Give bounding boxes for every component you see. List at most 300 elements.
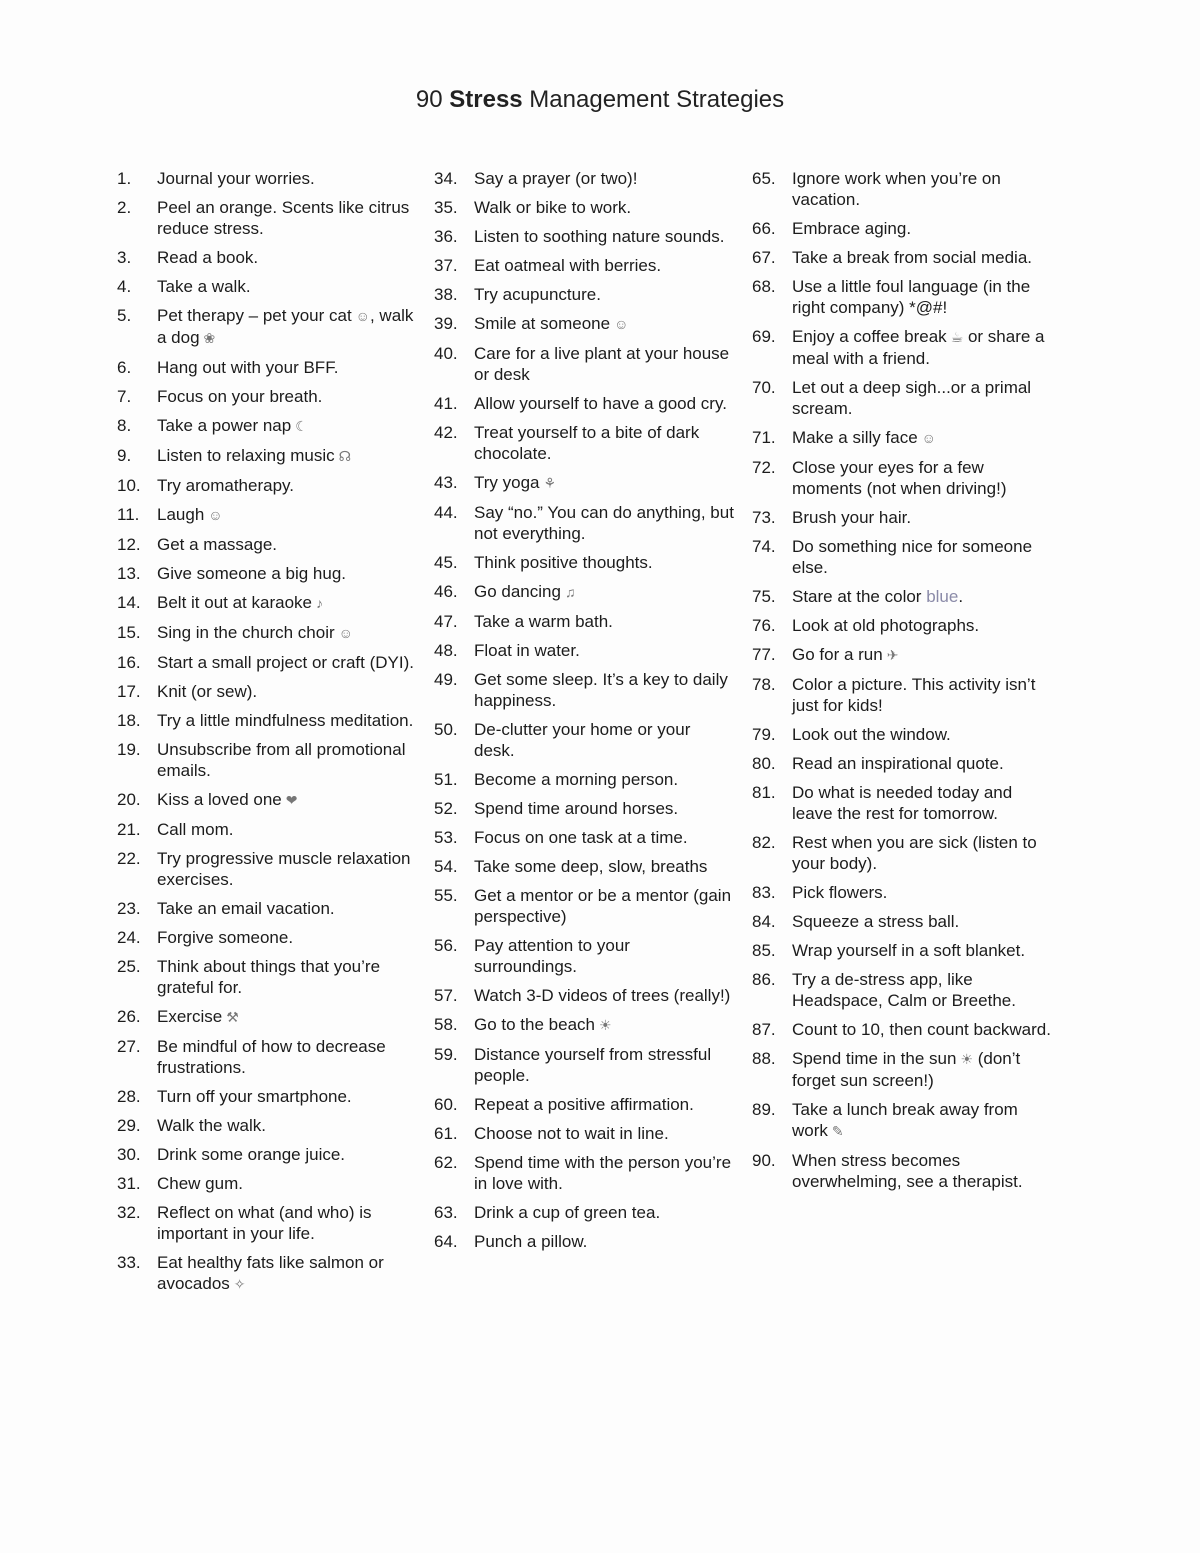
- list-item: [434, 885, 734, 927]
- item-text: Read an inspirational quote.: [792, 754, 1004, 774]
- item-text: Distance yourself from stressful people.: [474, 1045, 712, 1086]
- item-text: Rest when you are sick (listen to your body).: [792, 833, 1037, 874]
- item-text-block: [157, 563, 417, 584]
- item-number: 83.: [752, 883, 776, 903]
- item-number: 61.: [434, 1124, 458, 1144]
- list-item: [117, 247, 417, 268]
- item-text-block: [474, 1152, 734, 1194]
- item-text: Try a de-stress app, like Headspace, Calm or Breethe.: [792, 970, 1016, 1011]
- item-number: 56.: [434, 936, 458, 956]
- item-text: Smile at someone: [474, 314, 611, 333]
- strategy-column-1: [117, 168, 417, 1303]
- strategy-column-3: [752, 168, 1052, 1200]
- list-item: [117, 789, 417, 811]
- item-text: Try a little mindfulness meditation.: [157, 711, 414, 731]
- item-number: 11.: [117, 505, 140, 525]
- item-text: Walk or bike to work.: [474, 198, 632, 217]
- item-text-block: [792, 326, 1052, 369]
- item-text-block: [157, 789, 417, 811]
- item-text-block: [157, 1173, 417, 1194]
- item-number: 77.: [752, 645, 776, 665]
- item-text-block: [474, 1202, 734, 1223]
- list-item: [752, 457, 1052, 499]
- list-item: [434, 935, 734, 977]
- item-number: 42.: [434, 423, 458, 443]
- item-text-block: [157, 247, 417, 268]
- item-text-block: [474, 1044, 734, 1086]
- item-text-block: [792, 536, 1052, 578]
- list-item: [117, 357, 417, 378]
- item-text: Pet therapy – pet your cat: [157, 306, 352, 325]
- item-text-block: [157, 197, 417, 239]
- item-number: 75.: [752, 587, 776, 607]
- item-text: Ignore work when you’re on vacation.: [792, 169, 1001, 209]
- item-number: 24.: [117, 928, 141, 948]
- item-text-block: [792, 1150, 1052, 1192]
- item-text-block: [157, 592, 417, 614]
- item-number: 28.: [117, 1087, 141, 1107]
- item-text-block: [157, 622, 417, 644]
- item-text-continued: (don’t forget sun screen!): [792, 1049, 1021, 1091]
- list-item: [117, 445, 417, 467]
- item-text-block: [474, 1014, 734, 1036]
- item-text: Be mindful of how to decrease frustrations.: [157, 1037, 386, 1078]
- item-number: 27.: [117, 1037, 141, 1057]
- item-number: 64.: [434, 1232, 458, 1252]
- item-text: Take an email vacation.: [157, 899, 335, 919]
- list-item: [117, 1036, 417, 1078]
- item-text: Wrap yourself in a soft blanket.: [792, 941, 1026, 961]
- item-text: Call mom.: [157, 820, 234, 840]
- emoji-icon: ☕: [950, 329, 964, 346]
- item-text: Go for a run: [792, 645, 883, 665]
- item-text: Care for a live plant at your house or desk: [474, 344, 730, 385]
- item-text-block: [157, 504, 417, 526]
- item-text-block: [157, 819, 417, 840]
- item-text: Eat oatmeal with berries.: [474, 256, 662, 275]
- item-number: 60.: [434, 1095, 458, 1115]
- item-text-block: [474, 1094, 734, 1115]
- item-number: 43.: [434, 473, 458, 493]
- item-text-block: [792, 724, 1052, 745]
- item-number: 66.: [752, 219, 776, 238]
- item-text-block: [157, 445, 417, 467]
- item-text-block: [157, 305, 417, 349]
- list-item: [117, 1006, 417, 1028]
- item-text-block: [474, 284, 734, 305]
- item-text-block: [474, 422, 734, 464]
- emoji-icon: ☺: [208, 507, 223, 524]
- item-text: Give someone a big hug.: [157, 564, 347, 584]
- emoji-icon: ⚒: [226, 1009, 239, 1026]
- item-text: Start a small project or craft (DYI).: [157, 653, 414, 673]
- item-number: 62.: [434, 1153, 458, 1173]
- item-text: Try yoga: [474, 473, 540, 493]
- list-item: [434, 1044, 734, 1086]
- list-item: [752, 674, 1052, 716]
- emoji-icon: ☀: [598, 1017, 612, 1034]
- item-text: Peel an orange. Scents like citrus reduce stress.: [157, 198, 410, 238]
- list-item: [117, 1086, 417, 1107]
- emoji-icon: ☺: [355, 308, 370, 325]
- item-number: 38.: [434, 285, 458, 304]
- item-text: Focus on your breath.: [157, 387, 323, 407]
- item-number: 57.: [434, 986, 458, 1006]
- item-text-block: [474, 769, 734, 790]
- item-text-block: [792, 782, 1052, 824]
- emoji-icon: ☀: [960, 1051, 974, 1068]
- item-text-block: [157, 1086, 417, 1107]
- item-text: Pay attention to your surroundings.: [474, 936, 630, 977]
- item-text-block: [157, 1006, 417, 1028]
- list-item: [752, 586, 1052, 607]
- list-item: [434, 640, 734, 661]
- item-text-block: [474, 502, 734, 544]
- item-text: Become a morning person.: [474, 770, 679, 790]
- list-item: [752, 882, 1052, 903]
- list-item: [117, 739, 417, 781]
- list-item: [434, 1202, 734, 1223]
- item-number: 5.: [117, 306, 132, 325]
- item-text: Allow yourself to have a good cry.: [474, 394, 727, 414]
- item-number: 81.: [752, 783, 776, 803]
- item-number: 51.: [434, 770, 458, 790]
- item-number: 88.: [752, 1049, 776, 1069]
- list-item: [752, 969, 1052, 1011]
- item-text: Count to 10, then count backward.: [792, 1020, 1051, 1040]
- emoji-icon: ✈: [886, 647, 899, 664]
- list-item: [434, 1152, 734, 1194]
- item-text-block: [157, 534, 417, 555]
- item-text: Laugh: [157, 505, 205, 525]
- item-text-block: [792, 615, 1052, 636]
- item-text: Try acupuncture.: [474, 285, 601, 304]
- item-number: 20.: [117, 790, 141, 810]
- item-text: Reflect on what (and who) is important in your life.: [157, 1203, 372, 1244]
- list-item: [434, 856, 734, 877]
- emoji-icon: ☺: [338, 625, 353, 642]
- list-item: [752, 753, 1052, 774]
- list-item: [117, 415, 417, 437]
- item-text-block: [792, 427, 1052, 449]
- item-text: When stress becomes overwhelming, see a therapist.: [792, 1151, 1023, 1192]
- item-text: Repeat a positive affirmation.: [474, 1095, 694, 1115]
- list-item: [117, 1115, 417, 1136]
- item-number: 4.: [117, 277, 132, 296]
- item-text: Look at old photographs.: [792, 616, 980, 636]
- list-item: [117, 534, 417, 555]
- item-text: Get some sleep. It’s a key to daily happiness.: [474, 670, 728, 711]
- item-text: Watch 3-D videos of trees (really!): [474, 986, 731, 1006]
- item-text: Exercise: [157, 1007, 223, 1027]
- item-text-block: [157, 848, 417, 890]
- item-text-block: [474, 719, 734, 761]
- list-item: [434, 313, 734, 335]
- strategy-column-2: [434, 168, 734, 1260]
- list-item: [117, 168, 417, 189]
- item-text: Think about things that you’re grateful for.: [157, 957, 381, 998]
- item-text-block: [792, 940, 1052, 961]
- item-text: Use a little foul language (in the right company) *@#!: [792, 277, 1031, 317]
- item-number: 46.: [434, 582, 458, 602]
- list-item: [434, 343, 734, 385]
- item-text-continued: .: [958, 587, 964, 607]
- item-number: 39.: [434, 314, 458, 333]
- item-text: Get a mentor or be a mentor (gain perspective): [474, 886, 732, 927]
- list-item: [752, 1048, 1052, 1091]
- item-text: Unsubscribe from all promotional emails.: [157, 740, 406, 781]
- item-text: Make a silly face: [792, 428, 918, 448]
- item-text-block: [474, 611, 734, 632]
- list-item: [434, 1094, 734, 1115]
- item-number: 3.: [117, 248, 132, 267]
- list-item: [434, 552, 734, 573]
- item-number: 31.: [117, 1174, 141, 1194]
- item-number: 87.: [752, 1020, 776, 1040]
- emoji-icon: ♫: [564, 584, 576, 601]
- title-suffix: Management Strategies: [522, 86, 785, 113]
- item-text: Take a walk.: [157, 277, 251, 296]
- item-text-block: [792, 674, 1052, 716]
- item-number: 71.: [752, 428, 776, 448]
- item-number: 55.: [434, 886, 458, 906]
- item-text-block: [474, 313, 734, 335]
- item-text-block: [474, 581, 734, 603]
- item-number: 72.: [752, 458, 776, 478]
- title-prefix: 90: [415, 86, 450, 113]
- item-text-block: [474, 1123, 734, 1144]
- item-text: Turn off your smartphone.: [157, 1087, 352, 1107]
- item-text-continued: , walk a dog: [157, 306, 414, 348]
- item-text-block: [157, 710, 417, 731]
- item-number: 73.: [752, 508, 776, 528]
- item-text-block: [474, 255, 734, 276]
- list-item: [752, 911, 1052, 932]
- item-text-block: [157, 681, 417, 702]
- item-text-block: [157, 415, 417, 437]
- item-text: Focus on one task at a time.: [474, 828, 688, 848]
- list-item: [752, 940, 1052, 961]
- item-text-block: [474, 168, 734, 189]
- item-text: Enjoy a coffee break: [792, 327, 947, 346]
- item-text: De-clutter your home or your desk.: [474, 720, 691, 761]
- item-text-block: [792, 247, 1052, 268]
- item-text-block: [792, 1019, 1052, 1040]
- item-text: Kiss a loved one: [157, 790, 282, 810]
- item-number: 53.: [434, 828, 458, 848]
- list-item: [434, 985, 734, 1006]
- item-text-block: [474, 552, 734, 573]
- item-number: 13.: [117, 564, 141, 584]
- list-item: [434, 1014, 734, 1036]
- item-text: Take a power nap: [157, 416, 292, 436]
- item-text: Read a book.: [157, 248, 259, 267]
- list-item: [752, 377, 1052, 419]
- item-text-block: [474, 827, 734, 848]
- list-item: [752, 1099, 1052, 1142]
- list-item: [434, 197, 734, 218]
- item-text: Embrace aging.: [792, 219, 912, 238]
- item-number: 40.: [434, 344, 458, 364]
- item-number: 59.: [434, 1045, 458, 1065]
- emoji-icon: ☺: [614, 316, 629, 333]
- item-number: 37.: [434, 256, 458, 275]
- list-item: [752, 1019, 1052, 1040]
- list-item: [117, 563, 417, 584]
- item-number: 33.: [117, 1253, 141, 1273]
- item-number: 22.: [117, 849, 141, 869]
- item-text-block: [792, 882, 1052, 903]
- item-number: 18.: [117, 711, 141, 731]
- item-text: Belt it out at karaoke: [157, 593, 312, 613]
- list-item: [117, 504, 417, 526]
- item-number: 16.: [117, 653, 141, 673]
- item-text-block: [157, 898, 417, 919]
- item-number: 58.: [434, 1015, 458, 1035]
- item-text-block: [474, 1231, 734, 1252]
- item-text: Sing in the church choir: [157, 623, 335, 643]
- list-item: [434, 393, 734, 414]
- item-text-block: [792, 507, 1052, 528]
- list-item: [752, 427, 1052, 449]
- item-text: Try aromatherapy.: [157, 476, 294, 496]
- list-item: [434, 422, 734, 464]
- item-text-block: [792, 753, 1052, 774]
- item-text: Take a lunch break away from work: [792, 1100, 1018, 1141]
- list-item: [752, 615, 1052, 636]
- list-item: [752, 218, 1052, 239]
- item-number: 45.: [434, 553, 458, 573]
- list-item: [117, 710, 417, 731]
- list-item: [117, 592, 417, 614]
- item-number: 63.: [434, 1203, 458, 1223]
- item-text: Listen to soothing nature sounds.: [474, 227, 725, 246]
- item-text: Float in water.: [474, 641, 580, 661]
- list-item: [752, 782, 1052, 824]
- item-text-continued: or share a meal with a friend.: [792, 327, 1045, 369]
- item-text-block: [474, 856, 734, 877]
- item-number: 6.: [117, 358, 132, 378]
- list-item: [752, 724, 1052, 745]
- item-text-block: [792, 218, 1052, 239]
- item-number: 82.: [752, 833, 776, 853]
- item-number: 25.: [117, 957, 141, 977]
- item-text-block: [157, 1252, 417, 1295]
- item-text-block: [792, 276, 1052, 318]
- item-number: 68.: [752, 277, 776, 296]
- item-number: 79.: [752, 725, 776, 745]
- item-text-block: [474, 885, 734, 927]
- item-text-block: [157, 927, 417, 948]
- item-text-block: [792, 1048, 1052, 1091]
- item-text: Journal your worries.: [157, 169, 315, 188]
- item-number: 48.: [434, 641, 458, 661]
- item-text: Treat yourself to a bite of dark chocolate.: [474, 423, 700, 464]
- list-item: [117, 819, 417, 840]
- list-item: [117, 956, 417, 998]
- emoji-icon: ⚘: [543, 475, 557, 492]
- item-number: 54.: [434, 857, 458, 877]
- list-item: [117, 681, 417, 702]
- item-number: 35.: [434, 198, 458, 217]
- item-number: 67.: [752, 248, 776, 267]
- item-text: Hang out with your BFF.: [157, 358, 339, 378]
- title-bold-word: Stress: [449, 86, 523, 113]
- item-text: Spend time with the person you’re in love with.: [474, 1153, 732, 1194]
- item-text-block: [792, 832, 1052, 874]
- list-item: [434, 798, 734, 819]
- item-text-block: [157, 652, 417, 673]
- item-text-block: [474, 640, 734, 661]
- item-number: 12.: [117, 535, 141, 555]
- item-text: Drink some orange juice.: [157, 1145, 346, 1165]
- item-text: Knit (or sew).: [157, 682, 258, 702]
- list-item: [434, 226, 734, 247]
- item-text: Choose not to wait in line.: [474, 1124, 669, 1144]
- item-text: Go to the beach: [474, 1015, 595, 1035]
- page-title: [0, 86, 1200, 114]
- item-text: Pick flowers.: [792, 883, 888, 903]
- item-number: 44.: [434, 503, 458, 523]
- item-text: Take some deep, slow, breaths: [474, 857, 708, 877]
- item-text-block: [157, 1036, 417, 1078]
- list-item: [434, 669, 734, 711]
- list-item: [434, 284, 734, 305]
- emoji-icon: ✧: [233, 1276, 246, 1293]
- list-item: [752, 168, 1052, 210]
- item-text: Stare at the color: [792, 587, 927, 607]
- emoji-icon: ❀: [203, 330, 216, 347]
- list-item: [752, 276, 1052, 318]
- item-number: 14.: [117, 593, 141, 613]
- item-text-block: [157, 475, 417, 496]
- list-item: [434, 472, 734, 494]
- list-item: [752, 247, 1052, 268]
- item-number: 8.: [117, 416, 132, 436]
- item-text-block: [792, 911, 1052, 932]
- list-item: [117, 1252, 417, 1295]
- emoji-icon: ♪: [315, 595, 323, 612]
- item-text: Take a break from social media.: [792, 248, 1032, 267]
- item-number: 80.: [752, 754, 776, 774]
- item-text: Eat healthy fats like salmon or avocados: [157, 1253, 384, 1294]
- item-text-block: [792, 586, 1052, 607]
- item-number: 15.: [117, 623, 141, 643]
- item-text: Take a warm bath.: [474, 612, 613, 632]
- list-item: [434, 611, 734, 632]
- item-number: 30.: [117, 1145, 141, 1165]
- item-text: Say a prayer (or two)!: [474, 169, 638, 188]
- list-item: [434, 1123, 734, 1144]
- item-text: Drink a cup of green tea.: [474, 1203, 661, 1223]
- item-text: Walk the walk.: [157, 1116, 266, 1136]
- item-text-block: [474, 197, 734, 218]
- item-text-block: [474, 935, 734, 977]
- emoji-icon: ☊: [338, 448, 352, 465]
- item-number: 49.: [434, 670, 458, 690]
- item-number: 32.: [117, 1203, 141, 1223]
- item-text: Let out a deep sigh...or a primal scream.: [792, 378, 1032, 419]
- item-number: 19.: [117, 740, 141, 760]
- list-item: [434, 827, 734, 848]
- list-item: [117, 1144, 417, 1165]
- item-text: Do what is needed today and leave the rest for tomorrow.: [792, 783, 1013, 824]
- item-text-block: [157, 956, 417, 998]
- list-item: [117, 197, 417, 239]
- emoji-icon: ✎: [831, 1123, 844, 1140]
- emoji-icon: ❤: [285, 792, 298, 809]
- item-text: Listen to relaxing music: [157, 446, 335, 466]
